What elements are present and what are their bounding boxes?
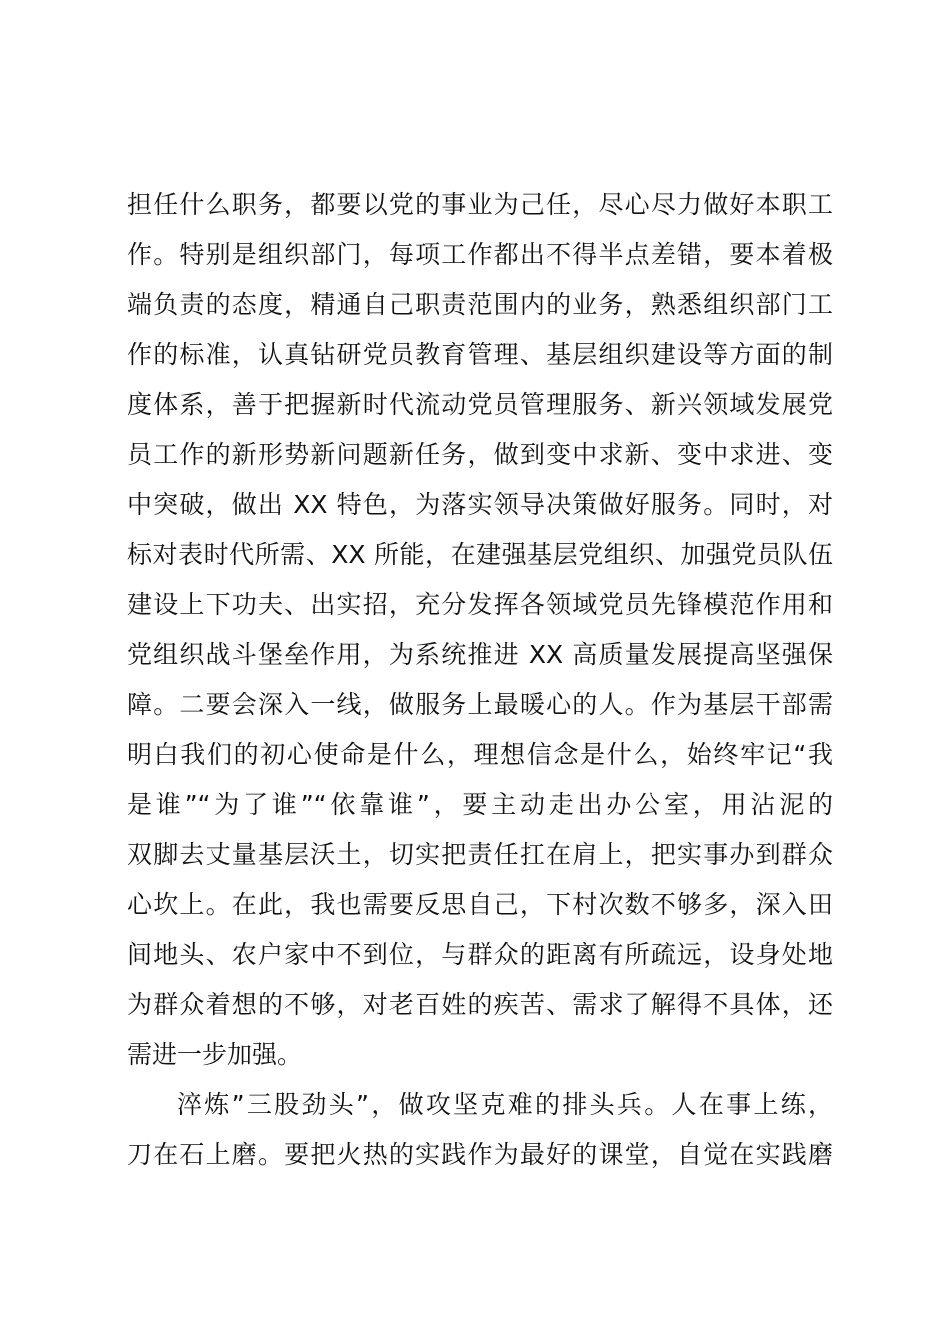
text-line: 是谁”“为了谁”“依靠谁”，要主动走出办公室，用沾泥的: [127, 790, 833, 819]
text-line: 为群众着想的不够，对老百姓的疾苦、需求了解得不具体，还: [127, 990, 833, 1019]
text-line: 心坎上。在此，我也需要反思自己，下村次数不够多，深入田: [127, 890, 833, 919]
text-line: 担任什么职务，都要以党的事业为己任，尽心尽力做好本职工: [127, 190, 833, 219]
text-line: 端负责的态度，精通自己职责范围内的业务，熟悉组织部门工: [127, 290, 833, 319]
text-line: 员工作的新形势新问题新任务，做到变中求新、变中求进、变: [127, 440, 833, 469]
text-line: 明白我们的初心使命是什么，理想信念是什么，始终牢记“我: [127, 740, 833, 769]
paragraph-2: [127, 1080, 833, 1180]
text-line: 作的标准，认真钻研党员教育管理、基层组织建设等方面的制: [127, 340, 833, 369]
text-line: 间地头、农户家中不到位，与群众的距离有所疏远，设身处地: [127, 940, 833, 969]
text-line: 标对表时代所需、XX 所能，在建强基层党组织、加强党员队伍: [127, 540, 833, 569]
text-line: 党组织战斗堡垒作用，为系统推进 XX 高质量发展提高坚强保: [127, 640, 833, 669]
text-line: 作。特别是组织部门，每项工作都出不得半点差错，要本着极: [127, 240, 833, 269]
text-line: 刀在石上磨。要把火热的实践作为最好的课堂，自觉在实践磨: [127, 1140, 833, 1169]
text-line: 双脚去丈量基层沃土，切实把责任扛在肩上，把实事办到群众: [127, 840, 833, 869]
text-line: 需进一步加强。: [127, 1040, 303, 1069]
paragraph-1: [127, 180, 833, 1080]
body-text: [127, 180, 833, 1180]
text-line: 建设上下功夫、出实招，充分发挥各领域党员先锋模范作用和: [127, 590, 833, 619]
text-line: 障。二要会深入一线，做服务上最暖心的人。作为基层干部需: [127, 690, 833, 719]
text-line: 中突破，做出 XX 特色，为落实领导决策做好服务。同时，对: [127, 490, 833, 519]
text-line: 度体系，善于把握新时代流动党员管理服务、新兴领域发展党: [127, 390, 833, 419]
text-line: 淬炼”三股劲头”，做攻坚克难的排头兵。人在事上练，: [177, 1090, 833, 1119]
